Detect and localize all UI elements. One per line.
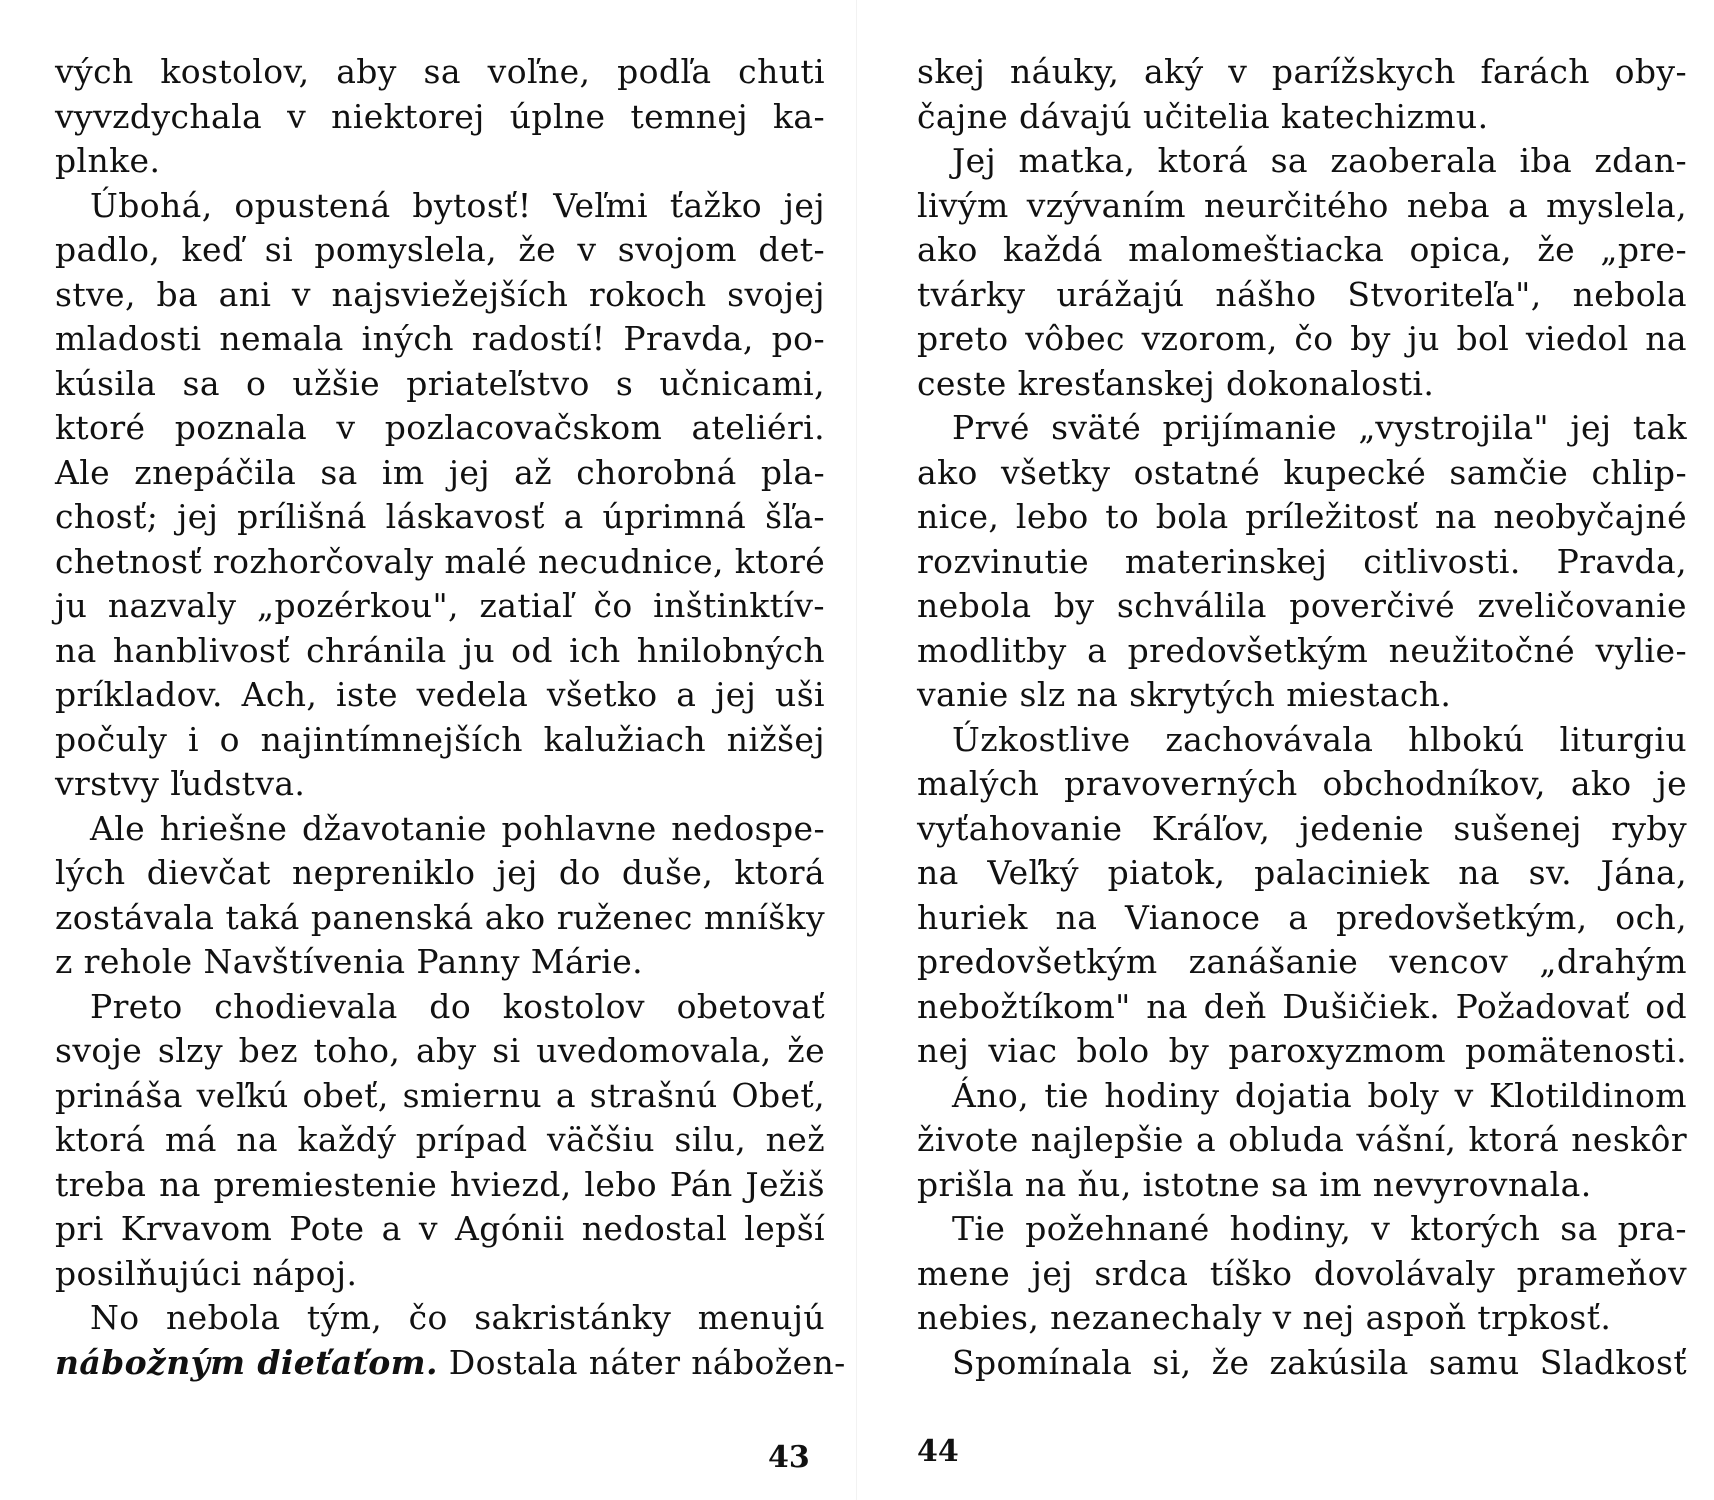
text-line: nebola by schválila poverčivé zveličovanie	[917, 586, 1687, 625]
text-line: počuly i o najintímnejších kalužiach nižšej	[55, 719, 825, 759]
text-line: modlitby a predovšetkým neužitočné vylie-	[917, 630, 1687, 670]
text-line: malých pravoverných obchodníkov, ako je	[917, 764, 1687, 803]
text-line: svoje slzy bez toho, aby si uvedomovala, že	[55, 1031, 825, 1070]
text-line: ako všetky ostatné kupecké samčie chlip-	[917, 452, 1687, 492]
text-line: ceste kresťanskej dokonalosti.	[917, 363, 1435, 403]
text-line: prináša veľkú obeť, smiernu a strašnú Obeť,	[55, 1075, 825, 1115]
text-line: vyťahovanie Kráľov, jedenie sušenej ryby	[917, 808, 1687, 848]
text-line: Úbohá, opustená bytosť! Veľmi ťažko jej	[90, 185, 825, 225]
text-line: vyvzdychala v niektorej úplne temnej ka-	[55, 96, 825, 136]
text-line: príkladov. Ach, iste vedela všetko a jej uši	[55, 675, 825, 714]
text-line: posilňujúci nápoj.	[55, 1253, 358, 1293]
text-line: vanie slz na skrytých miestach.	[917, 675, 1452, 714]
text-line: na hanblivosť chránila ju od ich hnilobných	[55, 630, 825, 670]
text-line: vých kostolov, aby sa voľne, podľa chuti	[55, 52, 825, 91]
text-line: nebožtíkom" na deň Dušičiek. Požadovať od	[917, 986, 1687, 1026]
text-line: Áno, tie hodiny dojatia boly v Klotildinom	[952, 1075, 1687, 1115]
text-line: ako každá malomeštiacka opica, že „pre-	[917, 230, 1687, 269]
text-line: chosť; jej prílišná láskavosť a úprimná šľa-	[55, 497, 825, 536]
text-line: kúsila sa o užšie priateľstvo s učnicami,	[55, 363, 825, 403]
italic-phrase: nábožným dieťaťom.	[55, 1342, 438, 1382]
text-line: Tie požehnané hodiny, v ktorých sa pra-	[952, 1209, 1687, 1248]
right-text-column	[917, 50, 1687, 1385]
text-line	[55, 1341, 846, 1386]
text-line: padlo, keď si pomyslela, že v svojom det-	[55, 230, 825, 269]
text-line: Prvé sväté prijímanie „vystrojila" jej tak	[952, 408, 1687, 447]
right-page	[857, 0, 1714, 1500]
text-line: ktorá má na každý prípad väčšiu silu, než	[55, 1120, 825, 1159]
text-line: prišla na ňu, istotne sa im nevyrovnala.	[917, 1164, 1592, 1204]
text-line: preto vôbec vzorom, čo by ju bol viedol na	[917, 319, 1687, 358]
text-line: stve, ba ani v najsviežejších rokoch svojej	[55, 274, 825, 314]
text-line: Jej matka, ktorá sa zaoberala iba zdan-	[952, 141, 1687, 180]
text-line: živote najlepšie a obluda vášní, ktorá neskôr	[917, 1120, 1687, 1159]
text-line: treba na premiestenie hviezd, lebo Pán Ježiš	[55, 1164, 825, 1204]
text-line: plnke.	[55, 141, 161, 180]
text-line: mene jej srdca tíško dovolávaly prameňov	[917, 1253, 1687, 1293]
page-number-right: 44	[917, 1434, 959, 1469]
text-line: mladosti nemala iných radostí! Pravda, po-	[55, 319, 825, 358]
text-line: rozvinutie materinskej citlivosti. Pravda,	[917, 541, 1687, 581]
text-line: Úzkostlive zachovávala hlbokú liturgiu	[952, 719, 1687, 759]
page-number-left: 43	[768, 1440, 810, 1475]
text-line: nice, lebo to bola príležitosť na neobyčajné	[917, 497, 1687, 536]
text-line: huriek na Vianoce a predovšetkým, och,	[917, 897, 1687, 937]
text-line: Preto chodievala do kostolov obetovať	[90, 986, 825, 1026]
text-line: livým vzývaním neurčitého neba a myslela,	[917, 185, 1687, 225]
text-line: Ale znepáčila sa im jej až chorobná pla-	[55, 452, 825, 492]
text-line: z rehole Navštívenia Panny Márie.	[55, 942, 644, 981]
text-line: ktoré poznala v pozlacovačskom ateliéri.	[55, 408, 825, 447]
text-line: nej viac bolo by paroxyzmom pomätenosti.	[917, 1031, 1687, 1070]
text-line: vrstvy ľudstva.	[55, 764, 306, 803]
text-line: predovšetkým zanášanie vencov „drahým	[917, 942, 1687, 981]
text-line: lých dievčat nepreniklo jej do duše, ktorá	[55, 853, 825, 892]
text-line: chetnosť rozhorčovaly malé necudnice, ktoré	[55, 541, 826, 581]
text-line: nebies, nezanechaly v nej aspoň trpkosť.	[917, 1298, 1612, 1337]
text-line: na Veľký piatok, palaciniek na sv. Jána,	[917, 853, 1687, 892]
text-line: čajne dávajú učitelia katechizmu.	[917, 96, 1489, 136]
text-line: No nebola tým, čo sakristánky menujú	[90, 1298, 825, 1337]
text-line: zostávala taká panenská ako ruženec mníšky	[55, 897, 825, 937]
text-line: pri Krvavom Pote a v Agónii nedostal lepší	[55, 1209, 825, 1248]
left-text-column	[55, 50, 846, 1385]
text-line: Spomínala si, že zakúsila samu Sladkosť	[952, 1342, 1687, 1382]
text-line: tvárky urážajú nášho Stvoriteľa", nebola	[917, 274, 1687, 314]
text-fragment: Dostala náter nábožen-	[437, 1342, 846, 1382]
text-line: ju nazvaly „pozérkou", zatiaľ čo inštinktív-	[55, 586, 825, 625]
text-line: Ale hriešne džavotanie pohlavne nedospe-	[90, 808, 825, 848]
text-line: skej náuky, aký v parížskych farách oby-	[917, 52, 1687, 91]
